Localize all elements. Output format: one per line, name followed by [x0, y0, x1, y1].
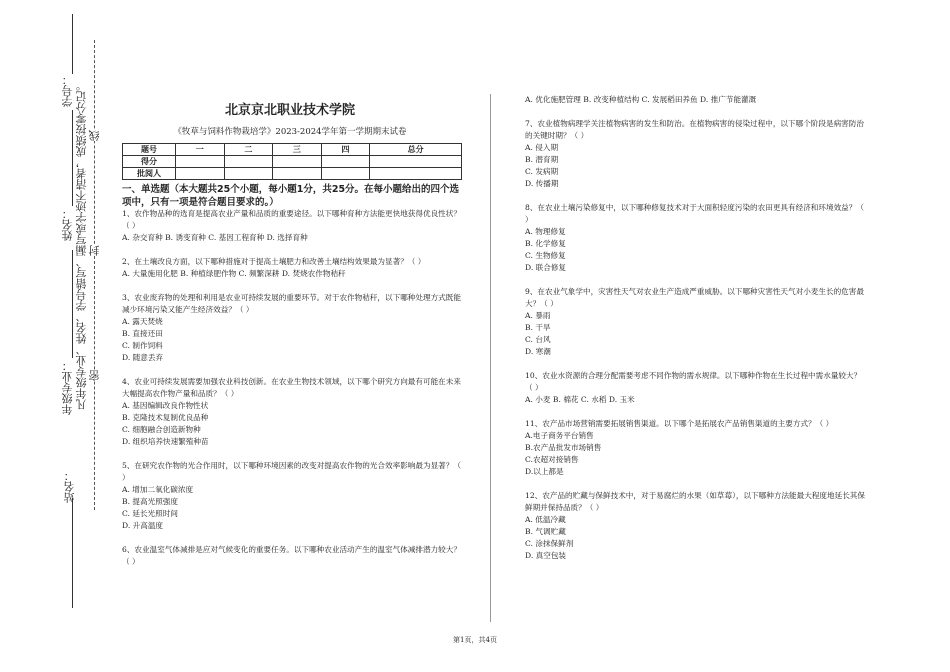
- option: A. 侵入期: [525, 143, 559, 152]
- score-header-cell: 总分: [370, 144, 462, 156]
- score-cell: [370, 168, 462, 180]
- question: [122, 292, 462, 364]
- score-header-cell: 三: [273, 144, 322, 156]
- question-stem: 9、在农业气象学中，灾害性天气对农业生产造成严重威胁。以下哪种灾害性天气对小麦生长的危害最大？（ ）: [525, 287, 864, 308]
- question: [122, 208, 462, 244]
- question-stem: 2、在土壤改良方面，以下哪种措施对于提高土壤肥力和改善土壤结构效果最为显著？（ ）: [122, 257, 426, 266]
- question: [122, 544, 462, 568]
- question: [122, 256, 462, 280]
- option: D. 升高温度: [122, 521, 164, 530]
- option: A. 暴雨: [525, 311, 551, 320]
- option: D. 联合修复: [525, 263, 567, 272]
- station-underline: [72, 498, 73, 608]
- right-column: [525, 94, 865, 562]
- option: B. 提高光照强度: [122, 497, 178, 506]
- question-stem: 5、在研究农作物的光合作用时，以下哪种环境因素的改变对提高农作物的光合效率影响最为显著？（ ）: [122, 461, 461, 482]
- name-label: 姓名：: [61, 208, 74, 241]
- option: A. 基因编辑改良作物性状: [122, 401, 209, 410]
- score-header-row: [123, 144, 462, 156]
- option: B.农产品批发市场销售: [525, 443, 602, 452]
- question: [122, 376, 462, 448]
- score-cell: [370, 156, 462, 168]
- question-options: A. 优化施肥管理 B. 改变种植结构 C. 发展稻田养鱼 D. 推广节能灌溉: [525, 95, 757, 104]
- question: [122, 460, 462, 532]
- question: [525, 370, 865, 406]
- score-header-cell: 一: [176, 144, 225, 156]
- warning-text: 凡年级专业、姓名、学号错写、漏写或字迹不清者，成绩按零分记。: [75, 80, 88, 410]
- score-cell: [273, 156, 322, 168]
- question-stem: 12、农产品的贮藏与保鲜技术中，对于易腐烂的水果（如草莓），以下哪种方法能最大程度地延长其保鲜期并保持品质？（ ）: [525, 491, 865, 512]
- option: B. 直接还田: [122, 329, 163, 338]
- score-cell: [224, 168, 273, 180]
- student-id-label: 学号：: [61, 74, 74, 107]
- score-cell: [224, 156, 273, 168]
- section-heading: 一、单选题（本大题共25个小题，每小题1分，共25分。在每小题给出的四个选项中，只有一项是符合题目要求的。）: [122, 184, 460, 208]
- option: A.电子商务平台销售: [525, 431, 594, 440]
- question-options: A. 杂交育种 B. 诱变育种 C. 基因工程育种 D. 选择育种: [122, 233, 308, 242]
- option: C. 发病期: [525, 167, 559, 176]
- option: B. 克隆技术复制优良品种: [122, 413, 209, 422]
- question-options: A. 小麦 B. 棉花 C. 水稻 D. 玉米: [525, 395, 635, 404]
- question-stem: 10、农业水资源的合理分配需要考虑不同作物的需水规律。以下哪种作物在生长过程中需水量较大？（ ）: [525, 371, 862, 392]
- option: A. 低温冷藏: [525, 515, 566, 524]
- class-underline: [72, 250, 73, 358]
- score-header-cell: 题号: [123, 144, 176, 156]
- option: D. 传播期: [525, 179, 559, 188]
- option: B. 干旱: [525, 323, 551, 332]
- option: D. 组织培养快速繁殖种苗: [122, 437, 209, 446]
- score-table: [122, 143, 462, 180]
- question-continued: [525, 94, 865, 106]
- score-header-cell: 二: [224, 144, 273, 156]
- class-label: 年级专业：: [61, 360, 74, 415]
- question-options: A. 大量施用化肥 B. 种植绿肥作物 C. 频繁深耕 D. 焚烧农作物秸秆: [122, 269, 346, 278]
- option: C. 延长光照时间: [122, 509, 178, 518]
- question-stem: 3、农业废弃物的处理和利用是农业可持续发展的重要环节。对于农作物秸秆，以下哪种处理方式既能减少环境污染又能产生经济效益？（ ）: [122, 293, 461, 314]
- option: C. 台风: [525, 335, 551, 344]
- school-title: 北京京北职业技术学院: [224, 103, 355, 118]
- seal-line: [94, 40, 95, 510]
- question-stem: 6、农业温室气体减排是应对气候变化的重要任务。以下哪种农业活动产生的温室气体减排潜力较大？（ ）: [122, 545, 461, 566]
- question-stem: 11、农产品市场营销需要拓展销售渠道。以下哪个是拓展农产品销售渠道的主要方式？（ ）: [525, 419, 834, 428]
- option: A. 物理修复: [525, 227, 566, 236]
- question-stem: 8、在农业土壤污染修复中，以下哪种修复技术对于大面积轻度污染的农田更具有经济和环境效益？（ ）: [525, 203, 864, 224]
- grader-row-label: 批阅人: [123, 168, 176, 180]
- option: A. 露天焚烧: [122, 317, 163, 326]
- option: C. 生物修复: [525, 251, 566, 260]
- option: D. 真空包装: [525, 551, 567, 560]
- option: C. 涂抹保鲜剂: [525, 539, 574, 548]
- option: B. 潜育期: [525, 155, 559, 164]
- score-header-cell: 四: [321, 144, 370, 156]
- score-cell: [176, 156, 225, 168]
- option: C. 制作饲料: [122, 341, 163, 350]
- option: D. 随意丢弃: [122, 353, 164, 362]
- question: [525, 418, 865, 478]
- seal-xian: 线: [88, 130, 101, 141]
- question: [525, 118, 865, 190]
- score-cell: [176, 168, 225, 180]
- question: [525, 286, 865, 358]
- option: D. 寒潮: [525, 347, 551, 356]
- question-stem: 7、农业植物病理学关注植物病害的发生和防治。在植物病害的侵染过程中，以下哪个阶段是病害防治的关键时期？（ ）: [525, 119, 864, 140]
- score-row-label: 得分: [123, 156, 176, 168]
- station-label: 站名：: [63, 470, 76, 503]
- question: [525, 490, 865, 562]
- score-cell: [321, 168, 370, 180]
- option: C.农超对接销售: [525, 455, 579, 464]
- question: [525, 202, 865, 274]
- option: A. 增加二氧化碳浓度: [122, 485, 194, 494]
- exam-title: 《牧草与饲料作物栽培学》2023-2024学年第一学期期末试卷: [173, 127, 407, 137]
- seal-feng: 封: [88, 245, 101, 256]
- name-underline: [72, 110, 73, 206]
- student-id-underline: [72, 14, 73, 74]
- option: B. 气调贮藏: [525, 527, 566, 536]
- grader-row: [123, 168, 462, 180]
- option: B. 化学修复: [525, 239, 566, 248]
- left-column: [122, 208, 462, 568]
- column-divider: [490, 94, 491, 622]
- question-stem: 1、农作物品种的选育是提高农业产量和品质的重要途径。以下哪种育种方法能更快地获得优良性状？（ ）: [122, 209, 461, 230]
- seal-mi: 密: [88, 370, 101, 381]
- option: C. 细胞融合创造新物种: [122, 425, 201, 434]
- page-footer: 第1页，共4页: [453, 636, 497, 644]
- score-cell: [273, 168, 322, 180]
- score-row: [123, 156, 462, 168]
- score-cell: [321, 156, 370, 168]
- question-stem: 4、农业可持续发展需要加强农业科技创新。在农业生物技术领域，以下哪个研究方向最有可能在未来大幅提高农作物产量和品质？（ ）: [122, 377, 461, 398]
- option: D.以上都是: [525, 467, 564, 476]
